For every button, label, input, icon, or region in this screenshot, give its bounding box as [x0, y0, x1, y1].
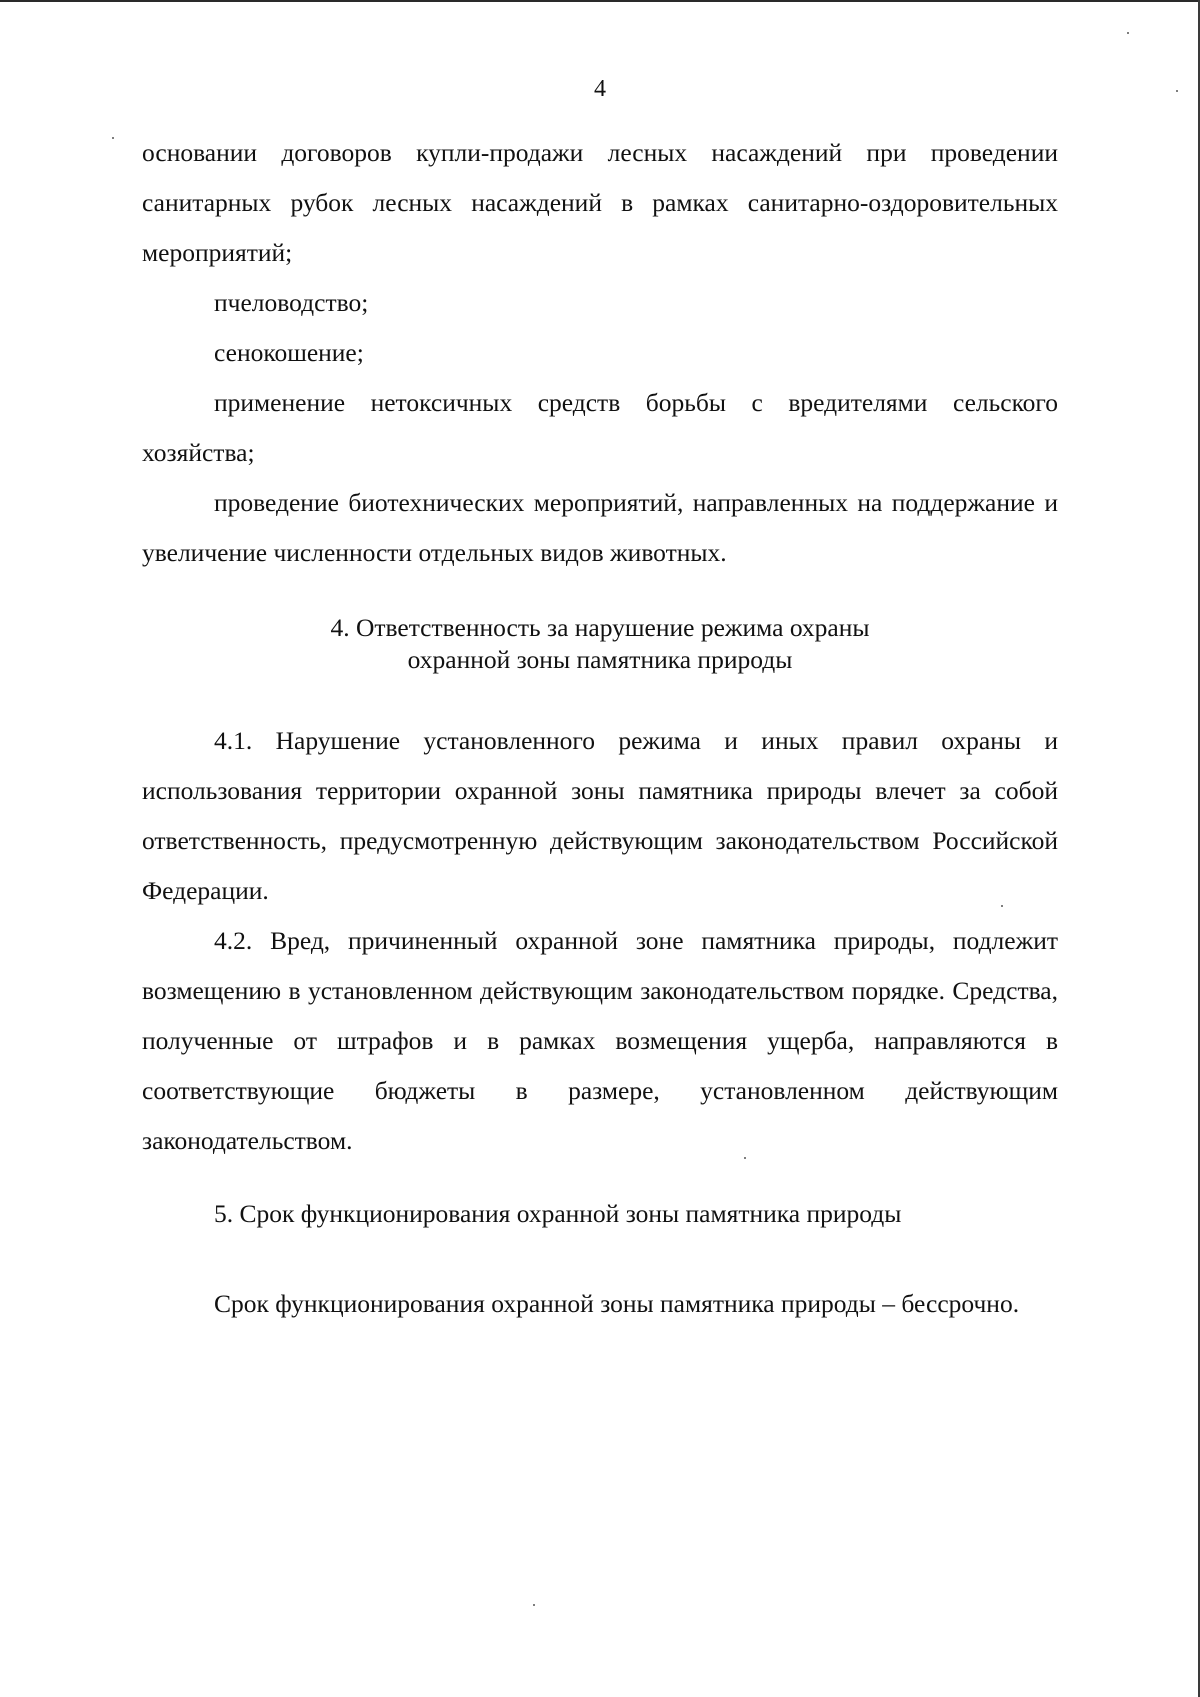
scan-speck: [1127, 32, 1129, 34]
clause-4-1: 4.1. Нарушение установленного режима и иных правил охраны и использования территории охранной зоны памятника природы влечет за собой ответственность, предусмотренную действующим законодательством Российской Федерации.: [142, 726, 1058, 905]
section-4-heading-line-1: 4. Ответственность за нарушение режима охраны: [330, 613, 870, 642]
clause-4-2: 4.2. Вред, причиненный охранной зоне памятника природы, подлежит возмещению в установленном действующим законодательством порядке. Средства, полученные от штрафов и в рамках возмещения ущерба, направляются в соответствующие бюджеты в размере, установленном действующим законодательством.: [142, 926, 1058, 1155]
section-4-body: [142, 716, 1058, 1166]
page-number: 4: [594, 76, 606, 102]
list-item-biotechnical: проведение биотехнических мероприятий, направленных на поддержание и увеличение численности отдельных видов животных.: [142, 488, 1058, 567]
list-item-pest-control: применение нетоксичных средств борьбы с вредителями сельского хозяйства;: [142, 388, 1058, 467]
scan-speck: [112, 137, 114, 139]
scan-speck: [533, 1604, 535, 1606]
scan-speck: [744, 1157, 746, 1159]
section-5-body: [142, 1279, 1058, 1329]
list-item-beekeeping: пчеловодство;: [214, 288, 369, 317]
paragraph-continuation: основании договоров купли-продажи лесных насаждений при проведении санитарных рубок лесных насаждений в рамках санитарно-оздоровительных мероприятий;: [142, 138, 1058, 267]
scan-speck: [1176, 90, 1178, 92]
top-paragraphs: [142, 128, 1058, 578]
scan-edge-top: [0, 0, 1200, 2]
scan-speck: [1001, 905, 1003, 907]
list-item-haymaking: сенокошение;: [214, 338, 364, 367]
section-5-paragraph: Срок функционирования охранной зоны памятника природы – бессрочно.: [214, 1289, 1020, 1318]
section-4-heading: [142, 612, 1058, 676]
section-5-heading: [142, 1198, 1058, 1230]
section-4-heading-line-2: охранной зоны памятника природы: [407, 645, 793, 674]
section-5-heading-text: 5. Срок функционирования охранной зоны памятника природы: [214, 1199, 902, 1228]
